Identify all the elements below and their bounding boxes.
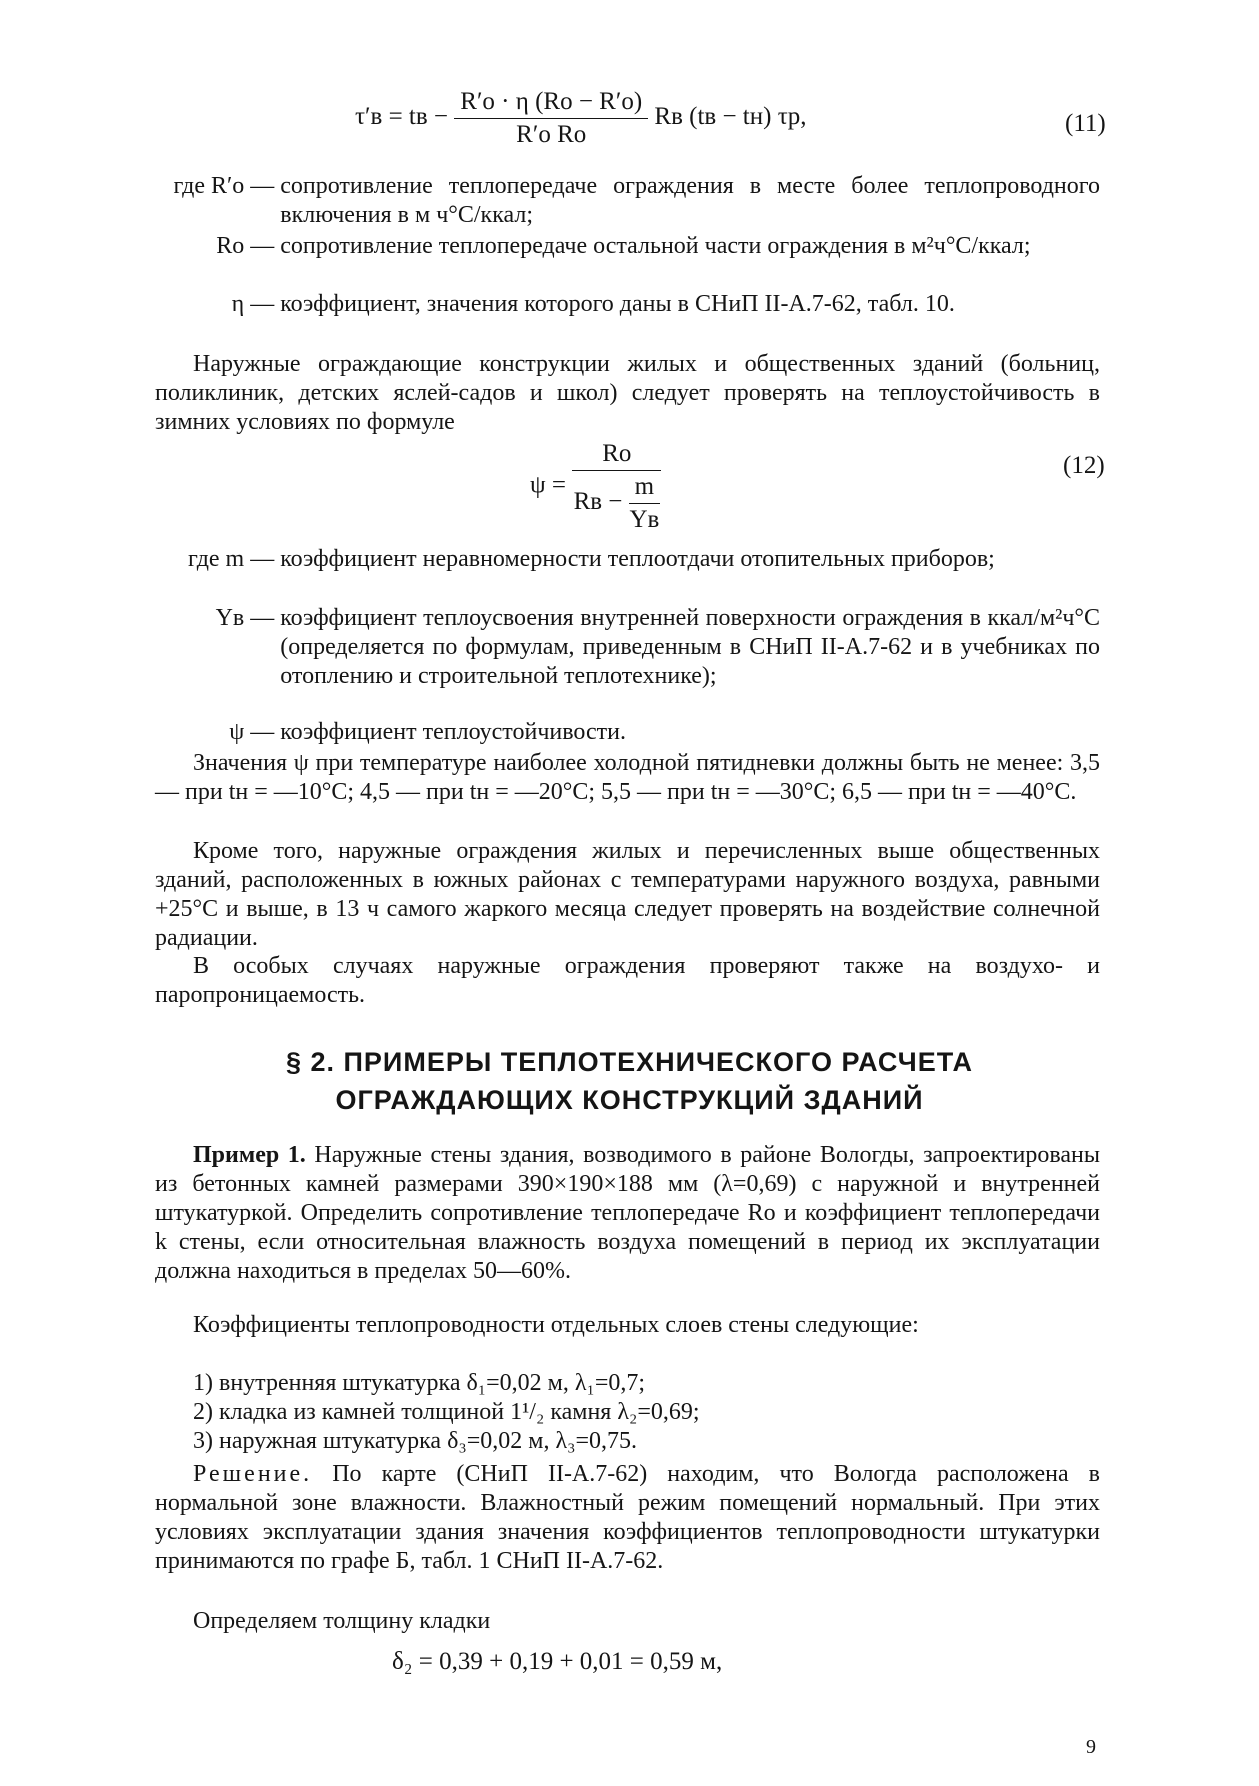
example-label: Пример 1. (193, 1142, 306, 1168)
solution-label: Решение. (193, 1461, 313, 1487)
formula-12 (530, 440, 860, 534)
definition-text: коэффициент неравномерности теплоотдачи отопительных приборов; (280, 546, 995, 572)
definition-text: коэффициент теплоусвоения внутренней поверхности ограждения в ккал/м²ч°С (определяется по формулам, приведенным в СНиП II-А.7-62 и в учебниках по отоплению и строительной теплотехнике); (280, 605, 1100, 689)
definition-symbol: где m — (188, 546, 275, 572)
formula-12-numerator: Rо (572, 440, 661, 471)
section-heading-line-1: § 2. ПРИМЕРЫ ТЕПЛОТЕХНИЧЕСКОГО РАСЧЕТА (285, 1047, 974, 1077)
formula-12-fraction (572, 440, 661, 534)
page-number: 9 (1086, 1736, 1096, 1758)
formula-masonry-thickness: δ₂ = 0,39 + 0,19 + 0,01 = 0,59 м, (392, 1648, 723, 1675)
section-heading-line-2: ОГРАЖДАЮЩИХ КОНСТРУКЦИЙ ЗДАНИЙ (335, 1085, 924, 1115)
definition-text: сопротивление теплопередаче остальной части ограждения в м²ч°С/ккал; (280, 233, 1031, 259)
example-paragraph (155, 1141, 1100, 1286)
definition-symbol: ψ — (229, 719, 275, 745)
formula-11-tail: Rв (tв − tн) τр, (654, 103, 807, 131)
definition-symbol: Yв — (215, 605, 275, 631)
formula-11-fraction (454, 88, 648, 149)
definition-symbol: где R′о — (173, 173, 275, 199)
definition-row (155, 604, 1100, 691)
equation-number-12: (12) (1063, 452, 1105, 479)
definition-text: коэффициент теплоустойчивости. (280, 719, 626, 745)
paragraph: Определяем толщину кладки (193, 1608, 491, 1634)
solution-paragraph (155, 1460, 1100, 1576)
solution-text: По карте (СНиП II-А.7-62) находим, что Вологда расположена в нормальной зоне влажности. Влажностный режим помещений нормальный. При этих условиях эксплуатации здания значения коэффициентов теплопроводности штукатурки принимаются по графе Б, табл. 1 СНиП II-А.7-62. (155, 1461, 1100, 1574)
formula-12-inner-numerator: m (629, 473, 660, 504)
list-item: 2) кладка из камней толщиной 1¹/₂ камня λ₂=0,69; (193, 1399, 700, 1425)
example-text: Наружные стены здания, возводимого в районе Вологды, запроектированы из бетонных камней размерами 390×190×188 мм (λ=0,69) с наружной и внутренней штукатуркой. Определить сопротивление теплопередаче Rо и коэффициент теплопередачи k стены, если относительная влажность воздуха помещений в период их эксплуатации должна находиться в пределах 50—60%. (155, 1142, 1100, 1284)
formula-11 (355, 88, 885, 149)
paragraph: Кроме того, наружные ограждения жилых и перечисленных выше общественных зданий, расположенных в южных районах с температурами наружного воздуха, равными +25°С и выше, в 13 ч самого жаркого месяца следует проверять на воздействие солнечной радиации. (155, 838, 1100, 951)
formula-11-denominator: R′о Rо (516, 121, 587, 148)
paragraph: В особых случаях наружные ограждения проверяют также на воздухо- и паропроницаемость. (155, 953, 1100, 1008)
paragraph: Значения ψ при температуре наиболее холодной пятидневки должны быть не менее: 3,5 — при tн = —10°С; 4,5 — при tн = —20°С; 5,5 — при tн = —30°С; 6,5 — при tн = —40°С. (155, 750, 1100, 805)
paragraph: Коэффициенты теплопроводности отдельных слоев стены следующие: (193, 1312, 919, 1338)
equation-number-11: (11) (1065, 110, 1106, 137)
definition-text: коэффициент, значения которого даны в СНиП II-А.7-62, табл. 10. (280, 291, 955, 317)
definition-row (155, 545, 1100, 574)
definition-row (155, 718, 1100, 747)
formula-12-inner-fraction (629, 473, 660, 534)
definition-row (155, 232, 1100, 261)
formula-12-denominator (572, 471, 661, 534)
definition-symbol: η — (231, 291, 275, 317)
formula-12-inner-denominator: Yв (629, 506, 660, 533)
formula-11-numerator: R′о · η (Rо − R′о) (454, 88, 648, 119)
list-item: 3) наружная штукатурка δ₃=0,02 м, λ₃=0,75. (193, 1428, 638, 1454)
formula-12-lhs: ψ = (530, 471, 566, 499)
definition-row (155, 172, 1100, 230)
list-item: 1) внутренняя штукатурка δ₁=0,02 м, λ₁=0,7; (193, 1370, 646, 1396)
definition-text: сопротивление теплопередаче ограждения в месте более теплопроводного включения в м ч°С/ккал; (280, 173, 1100, 228)
definition-symbol: Rо — (216, 233, 275, 259)
paragraph: Наружные ограждающие конструкции жилых и общественных зданий (больниц, поликлиник, детских яслей-садов и школ) следует проверять на теплоустойчивость в зимних условиях по формуле (155, 351, 1100, 435)
definition-row (155, 290, 1100, 319)
formula-12-denominator-left: Rв − (573, 488, 623, 516)
formula-11-lhs: τ′в = tв − (355, 103, 449, 131)
